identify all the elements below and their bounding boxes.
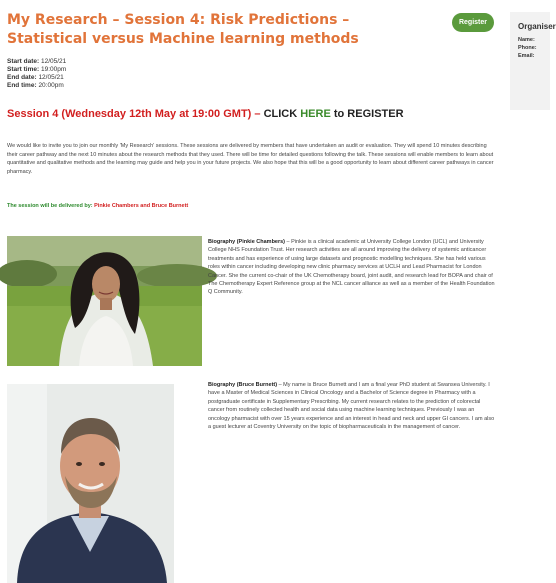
session-register-text: to REGISTER	[333, 108, 404, 120]
end-date-row	[7, 74, 66, 82]
end-date-value: 12/05/21	[38, 74, 64, 81]
biography-pinkie-text: – Pinkie is a clinical academic at University College London (UCL) and University College NHS Foundation Trust. Her research activities are all around improving the delivery of systemic anticancer treatments and has experience of using large datasets and prognostic modelling techniques. She has held various roles within cancer including developing new clinic pharmacy services at UCLH and Lead Pharmacist for London Cancer. She the current co-chair of the UK Chemotherapy board, joint audit, and research lead for BOPA and chair of The Chemotherapy Expert Reference group at the NCL cancer alliance as well as a member of the Health Foundation Q Community.	[208, 239, 495, 296]
biography-bruce	[208, 381, 496, 431]
start-date-value: 12/05/21	[40, 58, 67, 65]
register-button[interactable]: Register	[452, 13, 494, 32]
session-click-text: CLICK	[263, 108, 298, 120]
speaker-photo-bruce	[7, 384, 174, 583]
organiser-panel	[510, 12, 556, 110]
speaker-photo-pinkie	[7, 236, 202, 366]
end-date-label: End date:	[7, 74, 37, 81]
biography-pinkie-title: Biography (Pinkie Chambers)	[208, 239, 286, 245]
session-heading	[7, 108, 427, 120]
session-heading-text: Session 4 (Wednesday 12th May at 19:00 GMT) –	[7, 108, 261, 120]
start-date-label: Start date:	[7, 58, 40, 65]
delivered-by	[7, 203, 188, 209]
register-here-link[interactable]: HERE	[300, 108, 331, 120]
start-time-value: 19:00pm	[40, 66, 67, 73]
delivered-by-names: Pinkie Chambers and Bruce Burnett	[94, 203, 189, 209]
biography-pinkie	[208, 238, 496, 297]
organiser-title: Organiser	[518, 22, 556, 31]
biography-bruce-title: Biography (Bruce Burnett)	[208, 382, 278, 388]
intro-paragraph: We would like to invite you to join our monthly 'My Research' sessions. These sessions are delivered by members that have undertaken an audit or evaluation. They will spend 10 minutes describing their career pathway and the next 10 minutes about the research methods that they used. There will be time for detailed questions following the talk. These sessions will enable members to learn about quantitative and qualitative methods and the learning may guide and help you in your future projects. We also hope that this will be a good opportunity to learn about different career pathways in cancer pharmacy.	[7, 143, 494, 175]
biography-bruce-text: – My name is Bruce Burnett and I am a final year PhD student at Swansea University. I have a Master of Medical Sciences in Clinical Oncology and a Bachelor of Science degree in Pharmacy with a postgraduate certificate in Supplementary Prescribing. My current research relates to the prediction of colorectal cancer from routinely collected health and social data using machine learning techniques. Previously I was an oncology pharmacist with over 15 years experience and an interest in head and neck and upper GI cancers. I am also a guest lecturer at Coventry University on the topic of biopharmaceuticals in the management of cancer.	[208, 382, 495, 431]
delivered-by-label: The session will be delivered by:	[7, 203, 93, 209]
event-title: My Research – Session 4: Risk Predictions – Statistical versus Machine learning methods	[7, 12, 359, 47]
end-time-row	[7, 82, 66, 90]
event-dates	[7, 58, 66, 90]
organiser-email-label: Email:	[518, 53, 535, 59]
end-time-label: End time:	[7, 82, 37, 89]
start-time-label: Start time:	[7, 66, 40, 73]
organiser-name-label: Name:	[518, 37, 535, 43]
start-date-row	[7, 58, 66, 66]
organiser-phone-label: Phone:	[518, 45, 537, 51]
end-time-value: 20:00pm	[38, 82, 64, 89]
start-time-row	[7, 66, 66, 74]
